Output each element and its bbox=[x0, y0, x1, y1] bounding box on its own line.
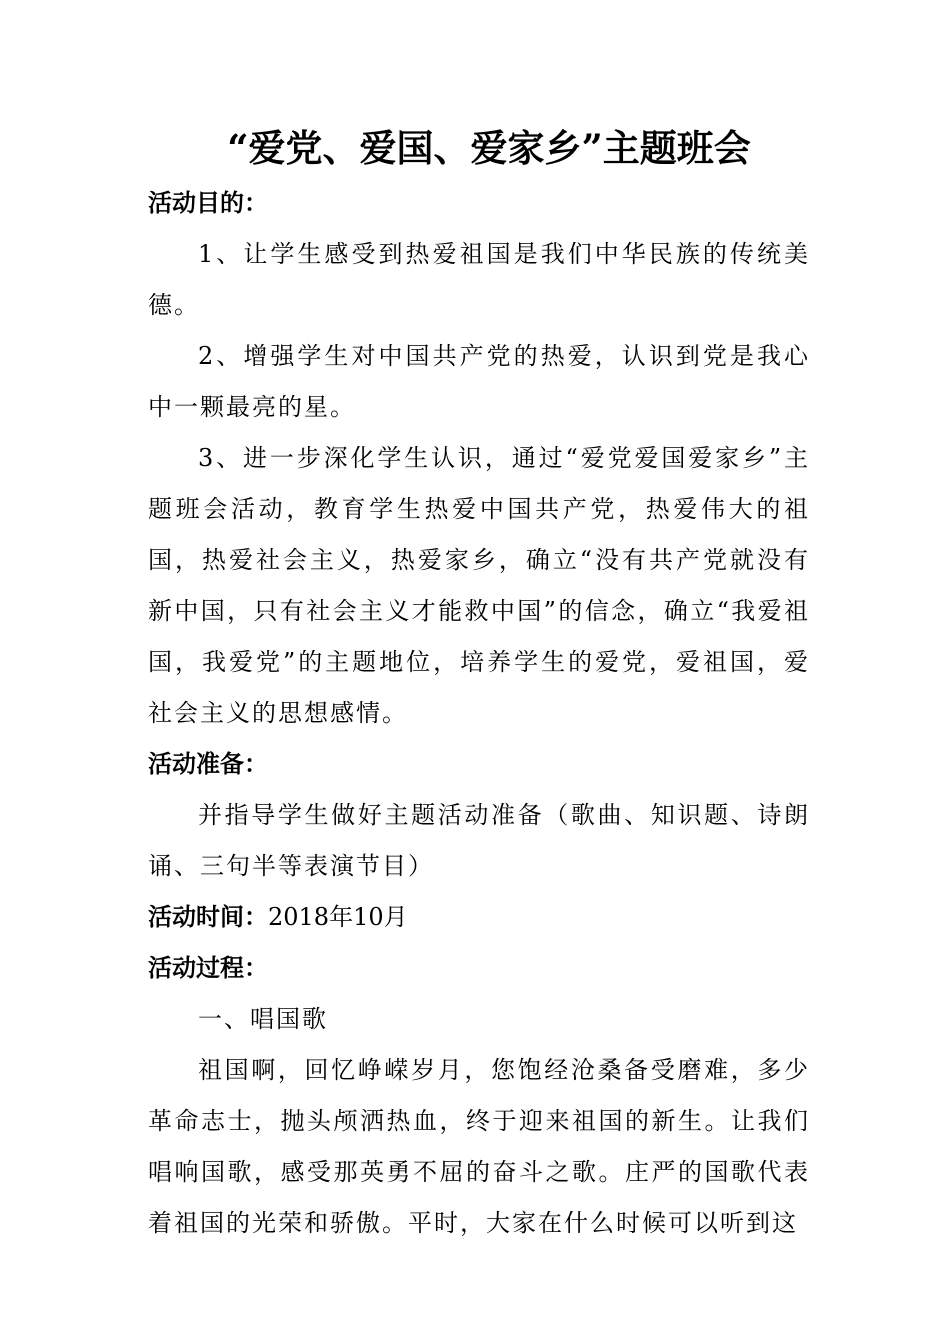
preparation-text: 并指导学生做好主题活动准备（歌曲、知识题、诗朗诵、三句半等表演节目） bbox=[148, 801, 810, 880]
purpose-item-1: 1、让学生感受到热爱祖国是我们中华民族的传统美德。 bbox=[148, 240, 810, 319]
process-step1-title: 一、唱国歌 bbox=[198, 1005, 328, 1033]
time-heading: 活动时间： bbox=[148, 903, 268, 931]
document-title: “爱党、爱国、爱家乡”主题班会 bbox=[227, 126, 751, 170]
purpose-item-3: 3、进一步深化学生认识，通过“爱党爱国爱家乡”主题班会活动，教育学生热爱中国共产党，热爱伟大的祖国，热爱社会主义，热爱家乡，确立“没有共产党就没有新中国，只有社会主义才能救中国”的信念，确立“我爱祖国，我爱党”的主题地位，培养学生的爱党，爱祖国，爱社会主义的思想感情。 bbox=[148, 444, 810, 727]
time-value: 2018年10月 bbox=[268, 903, 408, 931]
purpose-heading: 活动目的： bbox=[148, 189, 268, 217]
time-row bbox=[148, 892, 810, 943]
process-heading: 活动过程： bbox=[148, 954, 268, 982]
process-step1-text: 祖国啊，回忆峥嵘岁月，您饱经沧桑备受磨难，多少革命志士，抛头颅洒热血，终于迎来祖国的新生。让我们唱响国歌，感受那英勇不屈的奋斗之歌。庄严的国歌代表着祖国的光荣和骄傲。平时，大家在什么时候可以听到这 bbox=[148, 1056, 810, 1237]
preparation-heading: 活动准备： bbox=[148, 750, 268, 778]
purpose-item-2: 2、增强学生对中国共产党的热爱，认识到党是我心中一颗最亮的星。 bbox=[148, 342, 810, 421]
